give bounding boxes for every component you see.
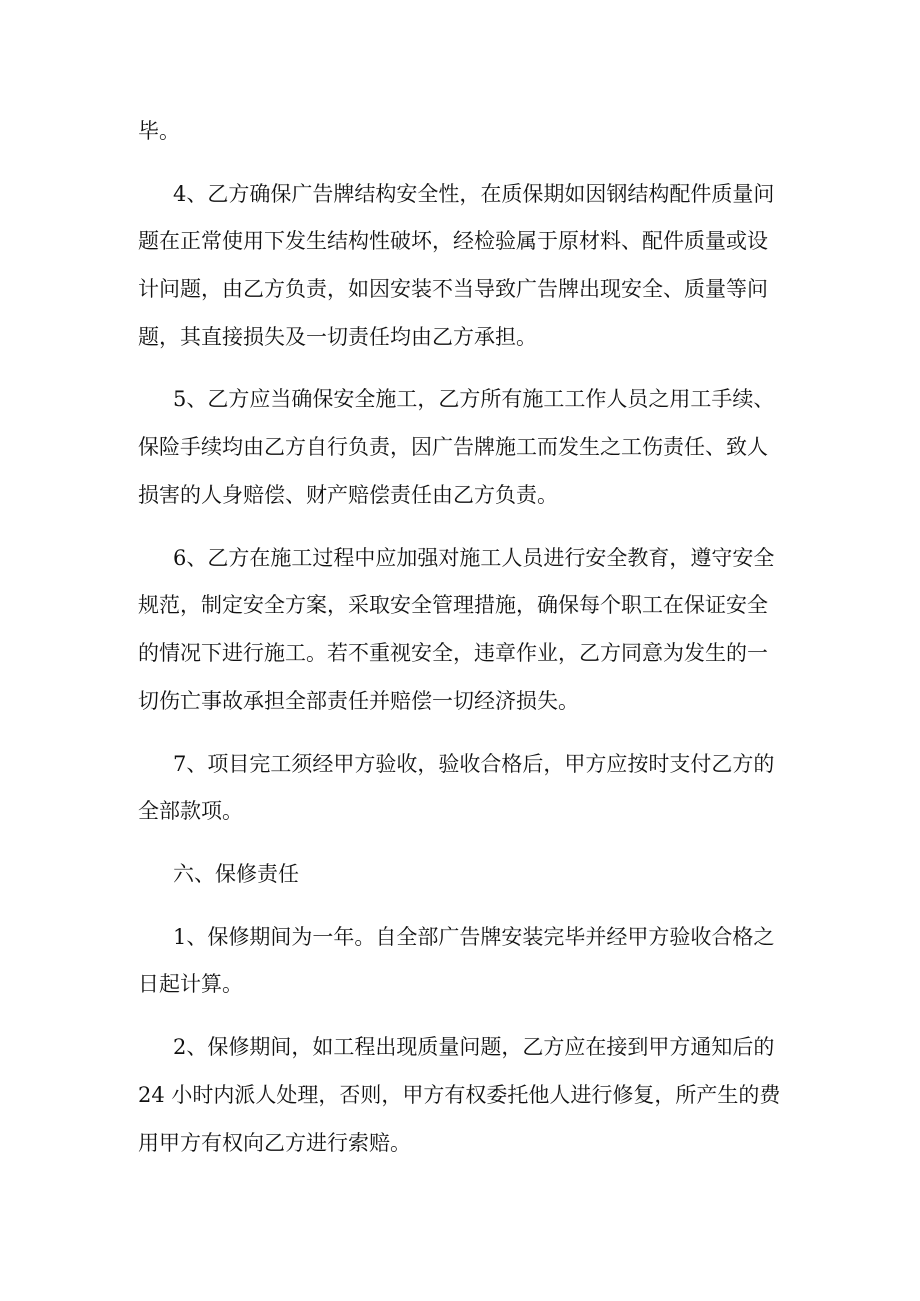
- clause-6-line-1: 6、乙方在施工过程中应加强对施工人员进行安全教育，遵守安全: [173, 546, 775, 570]
- warranty-2-line-1: 2、保修期间，如工程出现质量问题，乙方应在接到甲方通知后的: [173, 1035, 775, 1059]
- clause-7-line-1: 7、项目完工须经甲方验收，验收合格后，甲方应按时支付乙方的: [173, 752, 775, 776]
- clause-4-line-1: 4、乙方确保广告牌结构安全性，在质保期如因钢结构配件质量问: [173, 182, 775, 206]
- clause-7-line-2: 全部款项。: [138, 799, 243, 823]
- clause-5-line-3: 损害的人身赔偿、财产赔偿责任由乙方负责。: [138, 483, 558, 507]
- clause-6-line-2: 规范，制定安全方案，采取安全管理措施，确保每个职工在保证安全: [138, 593, 768, 617]
- warranty-1-line-1: 1、保修期间为一年。自全部广告牌安装完毕并经甲方验收合格之: [173, 925, 775, 949]
- clause-4-line-2: 题在正常使用下发生结构性破坏，经检验属于原材料、配件质量或设: [138, 229, 768, 253]
- clause-4-line-4: 题，其直接损失及一切责任均由乙方承担。: [138, 325, 537, 349]
- clause-5-line-2: 保险手续均由乙方自行负责，因广告牌施工而发生之工伤责任、致人: [138, 435, 768, 459]
- clause-6-line-3: 的情况下进行施工。若不重视安全，违章作业，乙方同意为发生的一: [138, 641, 768, 665]
- clause-6-line-4: 切伤亡事故承担全部责任并赔偿一切经济损失。: [138, 689, 579, 713]
- text-line: 毕。: [138, 119, 180, 143]
- section-heading: 六、保修责任: [173, 862, 299, 886]
- clause-5-line-1: 5、乙方应当确保安全施工，乙方所有施工工作人员之用工手续、: [173, 387, 775, 411]
- clause-4-line-3: 计问题，由乙方负责，如因安装不当导致广告牌出现安全、质量等问: [138, 277, 768, 301]
- warranty-1-line-2: 日起计算。: [138, 972, 243, 996]
- warranty-2-line-2: 24 小时内派人处理，否则，甲方有权委托他人进行修复，所产生的费: [138, 1083, 781, 1107]
- warranty-2-line-3: 用甲方有权向乙方进行索赔。: [138, 1131, 411, 1155]
